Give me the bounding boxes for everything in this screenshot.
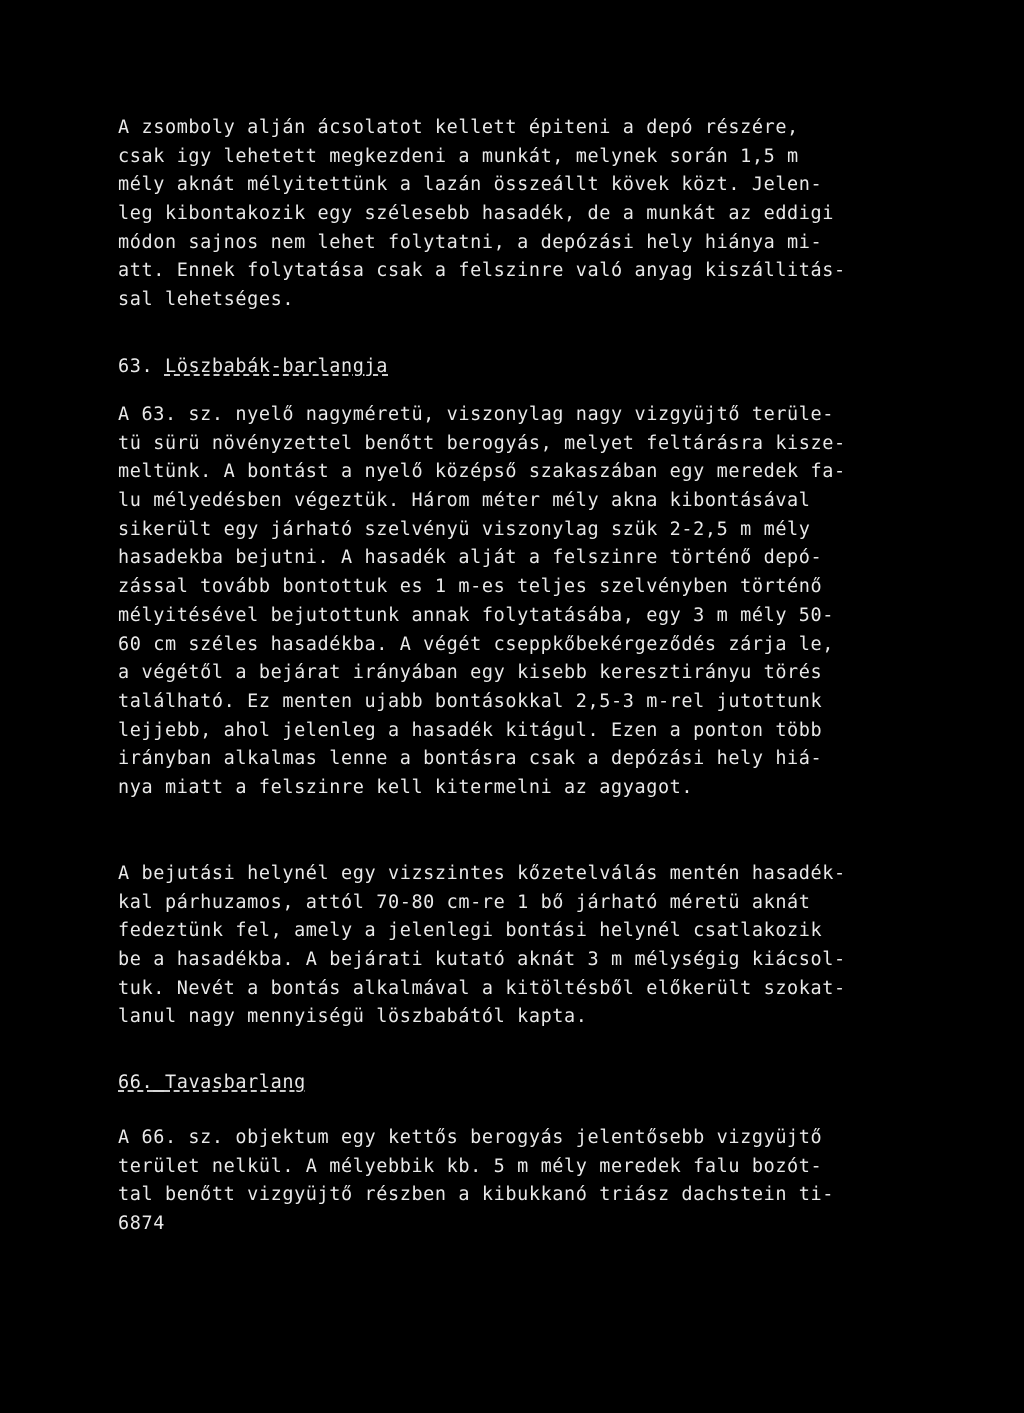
paragraph-tavasbarlang (118, 1124, 898, 1239)
paragraph-bejutasi-hely (118, 860, 898, 1032)
text-line: A 66. sz. objektum egy kettős berogyás jelentősebb vizgyüjtő (118, 1127, 823, 1148)
paragraph-loszbabak (118, 401, 898, 803)
text-line: sal lehetséges. (118, 289, 295, 311)
text-line: a végétől a bejárat irányában egy kisebb keresztirányu törés (118, 662, 823, 684)
text-line: tal benőtt vizgyüjtő részben a kibukkanó triász dachstein ti- (118, 1184, 835, 1206)
section-title: Tavasbarlang (164, 1072, 306, 1093)
text-line: tü sürü növényzettel benőtt berogyás, melyet feltárásra kisze- (118, 432, 846, 454)
section-number: 63. (118, 356, 154, 377)
text-line: lejjebb, ahol jelenleg a hasadék kitágul. Ezen a ponton több (118, 719, 823, 741)
text-line: be a hasadékba. A bejárati kutató aknát 3 m mélységig kiácsol- (118, 949, 846, 971)
text-line: leg kibontakozik egy szélesebb hasadék, de a munkát az eddigi (118, 203, 835, 225)
paragraph-zsomboly (118, 114, 898, 315)
text-line: mély aknát mélyitettünk a lazán összeállt kövek közt. Jelen- (118, 174, 823, 196)
text-line: meltünk. A bontást a nyelő középső szakaszában egy meredek fa- (118, 461, 846, 483)
text-line: hasadekba bejutni. A hasadék alját a felszinre történő depó- (118, 547, 823, 569)
text-line: található. Ez menten ujabb bontásokkal 2,5-3 m-rel jutottunk (118, 690, 823, 712)
text-line: zással tovább bontottuk es 1 m-es teljes szelvényben történő (118, 576, 823, 598)
text-line: lanul nagy mennyiségü löszbabától kapta. (118, 1006, 588, 1028)
text-line: módon sajnos nem lehet folytatni, a depózási hely hiánya mi- (118, 231, 823, 253)
text-line: csak igy lehetett megkezdeni a munkát, melynek során 1,5 m (118, 145, 799, 167)
text-line: kal párhuzamos, attól 70-80 cm-re 1 bő járható méretü aknát (118, 891, 811, 913)
section-heading-63 (118, 353, 388, 381)
text-line: A 63. sz. nyelő nagyméretü, viszonylag nagy vizgyüjtő terüle- (118, 404, 835, 425)
section-title: Löszbabák-barlangja (164, 356, 388, 377)
text-line: A zsomboly alján ácsolatot kellett épiteni a depó részére, (118, 117, 799, 138)
text-line: sikerült egy járható szelvényü viszonylag szük 2-2,5 m mély (118, 518, 811, 540)
text-line: mélyitésével bejutottunk annak folytatásába, egy 3 m mély 50- (118, 604, 835, 626)
text-line: A bejutási helynél egy vizszintes kőzetelválás mentén hasadék- (118, 863, 846, 884)
text-line: irányban alkalmas lenne a bontásra csak a depózási hely hiá- (118, 748, 823, 770)
text-line: lu mélyedésben végeztük. Három méter mély akna kibontásával (118, 490, 811, 512)
text-line: tuk. Nevét a bontás alkalmával a kitöltésből előkerült szokat- (118, 977, 846, 999)
text-line: nya miatt a felszinre kell kitermelni az agyagot. (118, 776, 694, 798)
section-number: 66. (118, 1072, 154, 1093)
section-heading-66 (118, 1069, 306, 1097)
text-line: 60 cm széles hasadékba. A végét cseppkőbekérgeződés zárja le, (118, 633, 835, 655)
page-number: 6874 (118, 1213, 165, 1235)
text-line: terület nelkül. A mélyebbik kb. 5 m mély meredek falu bozót- (118, 1155, 823, 1177)
text-line: att. Ennek folytatása csak a felszinre való anyag kiszállitás- (118, 260, 846, 282)
text-line: fedeztünk fel, amely a jelenlegi bontási helynél csatlakozik (118, 920, 823, 942)
